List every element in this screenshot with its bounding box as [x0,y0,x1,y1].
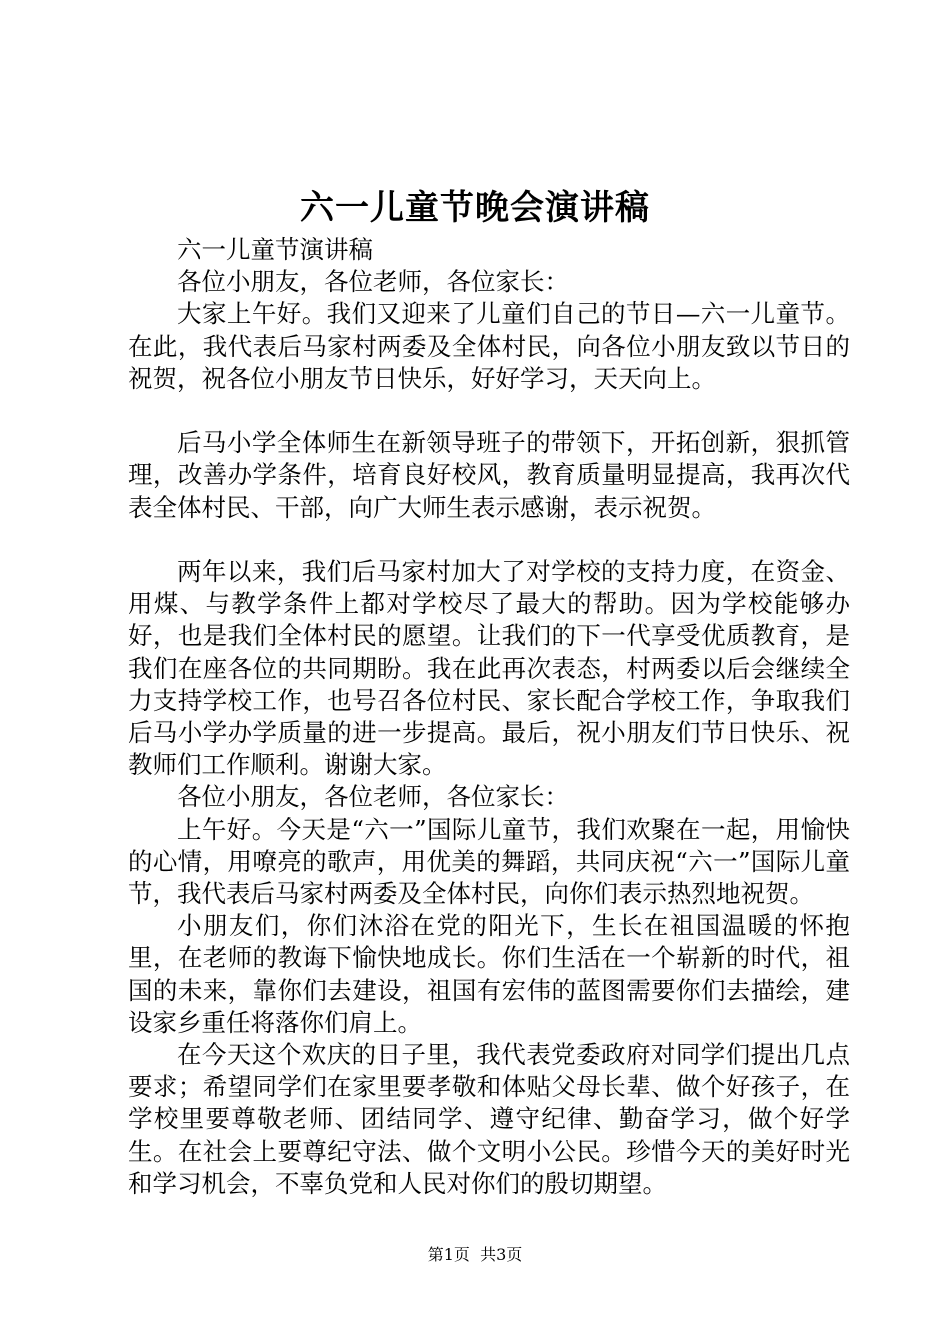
page-footer [0,1244,950,1266]
paragraph: 六一儿童节演讲稿 [177,235,373,264]
document-title: 六一儿童节晚会演讲稿 [300,188,650,228]
paragraph: 各位小朋友，各位老师，各位家长： [177,267,569,297]
paragraph: 后马小学全体师生在新领导班子的带领下，开拓创新，狠抓管理，改善办学条件，培育良好校风，教育质量明显提高，我再次代表全体村民、干部，向广大师生表示感谢，表示祝贺。 [128,428,850,522]
document-body [128,234,850,1200]
page-total: 共3页 [480,1245,523,1264]
paragraph: 在今天这个欢庆的日子里，我代表党委政府对同学们提出几点要求；希望同学们在家里要孝敬和体贴父母长辈、做个好孩子，在学校里要尊敬老师、团结同学、遵守纪律、勤奋学习，做个好学生。在社会上要尊纪守法、做个文明小公民。珍惜今天的美好时光和学习机会，不辜负党和人民对你们的殷切期望。 [128,1040,850,1198]
page-number: 第1页 [427,1245,470,1264]
paragraph: 小朋友们，你们沐浴在党的阳光下，生长在祖国温暖的怀抱里，在老师的教诲下愉快地成长。你们生活在一个崭新的时代，祖国的未来，靠你们去建设，祖国有宏伟的蓝图需要你们去描绘，建设家乡重任将落你们肩上。 [128,911,850,1037]
paragraph: 各位小朋友，各位老师，各位家长： [177,782,569,812]
paragraph: 大家上午好。我们又迎来了儿童们自己的节日—六一儿童节。在此，我代表后马家村两委及全体村民，向各位小朋友致以节日的祝贺，祝各位小朋友节日快乐，好好学习，天天向上。 [128,299,850,393]
paragraph: 上午好。今天是“六一”国际儿童节，我们欢聚在一起，用愉快的心情，用嘹亮的歌声，用优美的舞蹈，共同庆祝“六一”国际儿童节，我代表后马家村两委及全体村民，向你们表示热烈地祝贺。 [128,814,850,909]
paragraph: 两年以来，我们后马家村加大了对学校的支持力度，在资金、用煤、与教学条件上都对学校尽了最大的帮助。因为学校能够办好，也是我们全体村民的愿望。让我们的下一代享受优质教育，是我们在座各位的共同期盼。我在此再次表态，村两委以后会继续全力支持学校工作，也号召各位村民、家长配合学校工作，争取我们后马小学办学质量的进一步提高。最后，祝小朋友们节日快乐、祝教师们工作顺利。谢谢大家。 [128,557,850,780]
